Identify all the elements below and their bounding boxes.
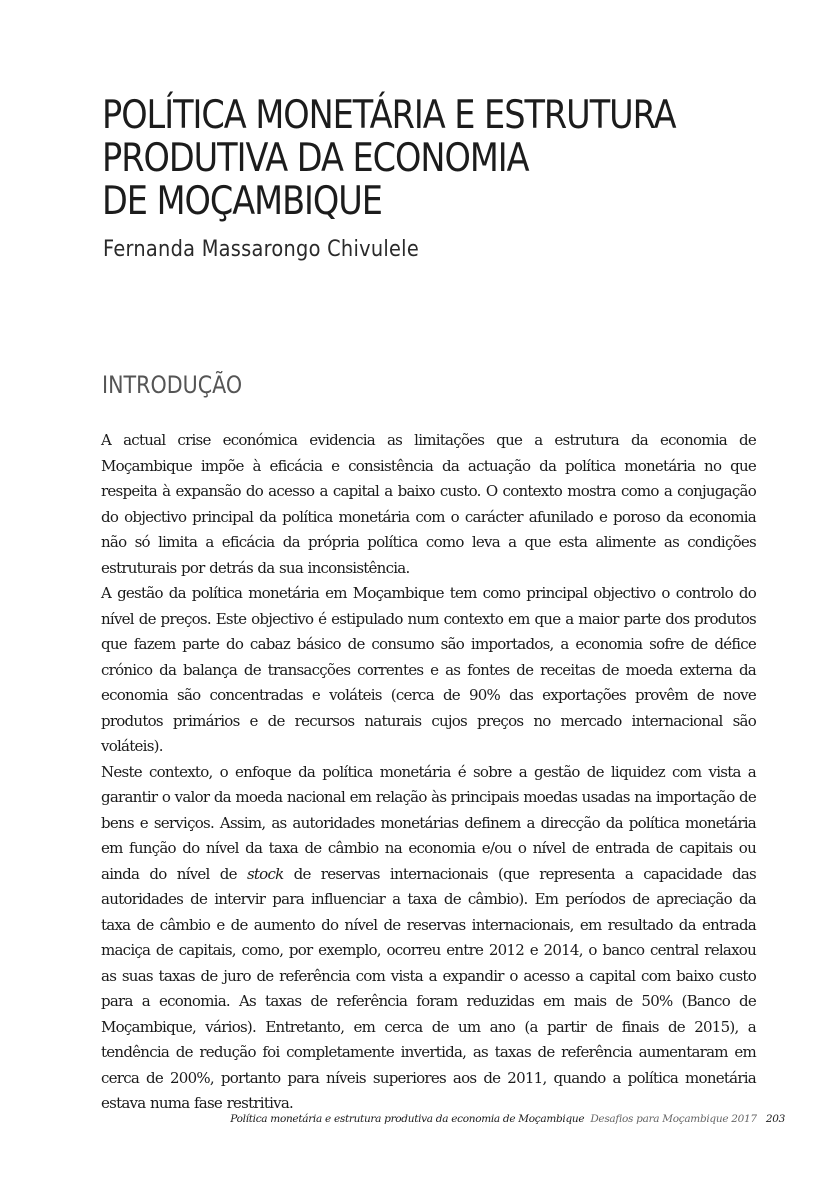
paragraph: A actual crise económica evidencia as limitações que a estrutura da economia de Moçambique impõe à eficácia e consistência da actuação da política monetária no que respeita à expansão do acesso a capital a baixo custo. O contexto mostra como a conjugação do objectivo principal da política monetária com o carácter afunilado e poroso da economia não só limita a eficácia da própria política como leva a que esta alimente as condições estruturais por detrás da sua inconsistência.: [101, 431, 756, 577]
emphasis-term: stock: [246, 864, 284, 883]
paragraph-text: Neste contexto, o enfoque da política monetária é sobre a gestão de liquidez com vista a garantir o valor da moeda nacional em relação às principais moedas usadas na importação de bens e serviços. Assim, as autoridades monetárias definem a direcção da política monetária em função do nível da taxa de câmbio na economia e/ou o nível de entrada de capitais ou ainda do nível de: [101, 762, 757, 883]
title-line: POLÍTICA MONETÁRIA E ESTRUTURA: [102, 93, 676, 138]
page-number: 203: [765, 1113, 785, 1125]
title-line: PRODUTIVA DA ECONOMIA: [102, 136, 529, 181]
paragraph: [101, 760, 756, 1117]
author-name: Fernanda Massarongo Chivulele: [103, 237, 419, 262]
section-heading: INTRODUÇÃO: [102, 371, 243, 399]
page-title: [102, 94, 704, 223]
body-text: [101, 428, 756, 1117]
footer-chapter-title: Política monetária e estrutura produtiva da economia de Moçambique: [230, 1113, 585, 1125]
paragraph: A gestão da política monetária em Moçambique tem como principal objectivo o controlo do nível de preços. Este objectivo é estipulado num contexto em que a maior parte dos produtos que fazem parte do cabaz básico de consumo são importados, a economia sofre de défice crónico da balança de transacções correntes e as fontes de receitas de moeda externa da economia são concentradas e voláteis (cerca de 90% das exportações provêm de nove produtos primários e de recursos naturais cujos preços no mercado internacional são voláteis).: [101, 584, 756, 755]
footer-book-title: Desafios para Moçambique 2017: [590, 1113, 757, 1125]
running-footer: [230, 1112, 785, 1126]
paragraph-text: de reservas internacionais (que representa a capacidade das autoridades de intervir para influenciar a taxa de câmbio). Em períodos de apreciação da taxa de câmbio e de aumento do nível de reservas internacionais, em resultado da entrada maciça de capitais, como, por exemplo, ocorreu entre 2012 e 2014, o banco central relaxou as suas taxas de juro de referência com vista a expandir o acesso a capital com baixo custo para a economia. As taxas de referência foram reduzidas em mais de 50% (Banco de Moçambique, vários). Entretanto, em cerca de um ano (a partir de finais de 2015), a tendência de redução foi completamente invertida, as taxas de referência aumentaram em cerca de 200%, portanto para níveis superiores aos de 2011, quando a política monetária estava numa fase restritiva.: [101, 864, 756, 1112]
title-line: DE MOÇAMBIQUE: [102, 179, 382, 224]
